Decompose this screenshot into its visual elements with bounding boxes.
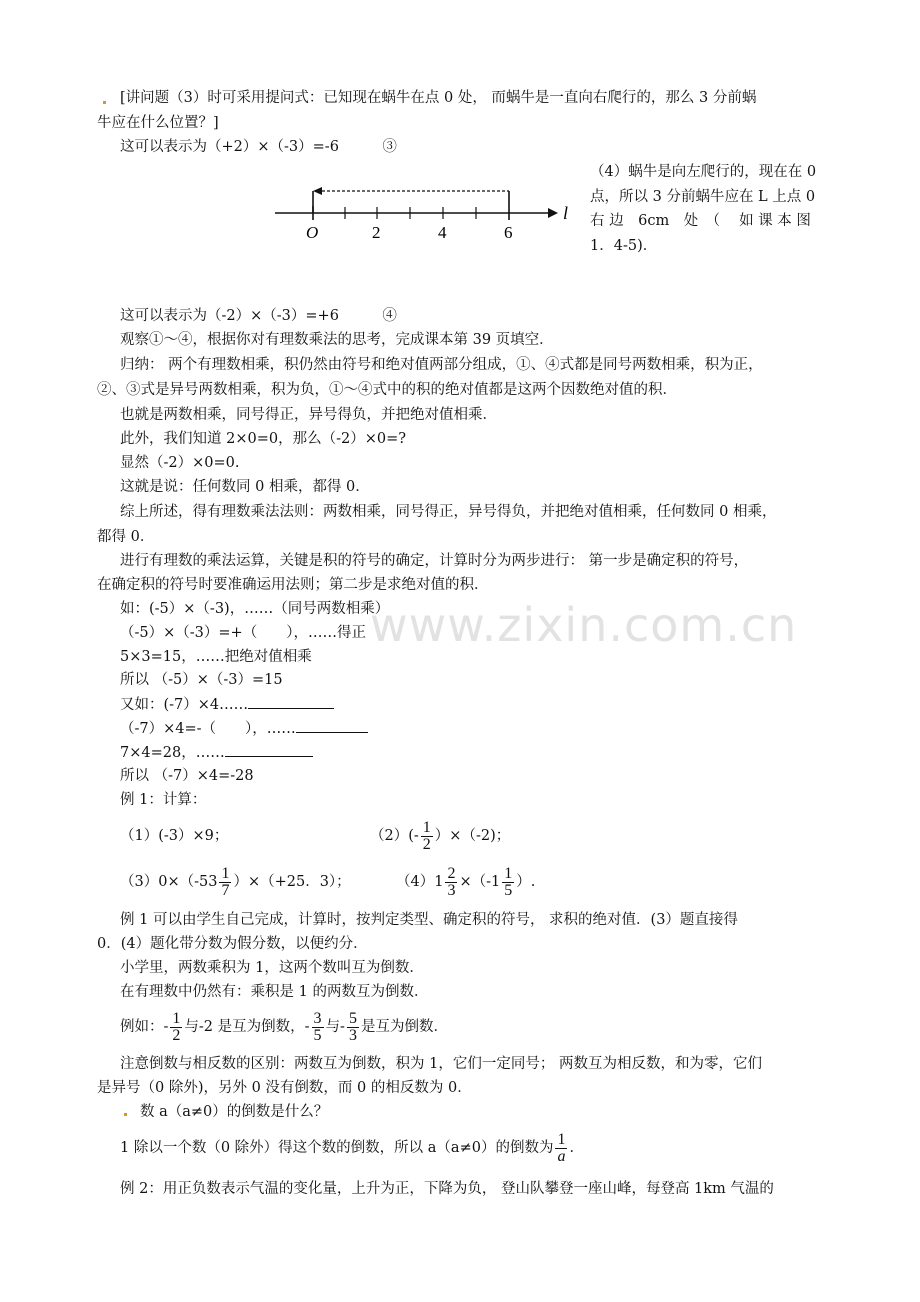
tick-label: 6 bbox=[504, 223, 513, 242]
text-line: 例 1 可以由学生自己完成，计算时，按判定类型、确定积的符号， 求积的绝对值．(3）题直接得 bbox=[120, 912, 738, 928]
text-line: 在确定积的符号时要准确运用法则；第二步是求绝对值的积． bbox=[97, 577, 489, 593]
tick-label: O bbox=[306, 223, 319, 242]
fraction: $\frac{1}{2}$ bbox=[172, 1009, 181, 1044]
text-line: 归纳： 两个有理数相乘，积仍然由符号和绝对值两部分组成，①、④式都是同号两数相乘，积为正， bbox=[120, 357, 763, 373]
fraction: $\frac{1}{7}$ bbox=[221, 864, 230, 899]
text-line: 小学里，两数乘积为 1，这两个数叫互为倒数． bbox=[120, 960, 424, 976]
text-line bbox=[120, 718, 368, 739]
text-line: 综上所述，得有理数乘法法则：两数相乘，同号得正，异号得负，并把绝对值相乘，任何数同 0 相乘， bbox=[120, 504, 777, 520]
fraction: $\frac{1}{a}$ bbox=[557, 1130, 566, 1165]
text-segment: （-7）×4=-（ ），…… bbox=[120, 721, 296, 737]
text-segment: 与- bbox=[325, 1019, 345, 1035]
text-segment: ×（-1 bbox=[459, 874, 501, 890]
text-segment: 7×4=28，…… bbox=[120, 745, 225, 761]
side-text: （4）蜗牛是向左爬行的，现在在 0 bbox=[590, 164, 817, 180]
text-line: 所以 （-5）×（-3）=15 bbox=[120, 672, 283, 688]
text-line: 进行有理数的乘法运算，关键是积的符号的确定，计算时分为两步进行： 第一步是确定积的符号， bbox=[120, 553, 749, 569]
text-segment: 又如：(-7）×4…… bbox=[120, 697, 249, 713]
text-segment: （2）(- bbox=[370, 828, 419, 844]
tick-label: 2 bbox=[372, 223, 381, 242]
text-line: 例 2：用正负数表示气温的变化量，上升为正，下降为负， 登山队攀登一座山峰，每登高 1km 气温的 bbox=[120, 1181, 774, 1197]
axis-label: l bbox=[563, 203, 569, 223]
text-line: 是异号（0 除外)，另外 0 没有倒数，而 0 的相反数为 0． bbox=[97, 1080, 472, 1096]
text-line bbox=[120, 694, 334, 715]
text-line: 0．(4）题化带分数为假分数，以便约分． bbox=[97, 936, 368, 952]
fraction: $\frac{3}{5}$ bbox=[313, 1009, 322, 1044]
text-segment: 是互为倒数． bbox=[360, 1019, 448, 1035]
exercise bbox=[120, 862, 351, 902]
text-line: 这就是说：任何数同 0 相乘，都得 0． bbox=[120, 479, 370, 495]
answer-blank[interactable] bbox=[296, 718, 368, 733]
text-line: 在有理数中仍然有：乘积是 1 的两数互为倒数． bbox=[120, 984, 429, 1000]
text-line: 都得 0． bbox=[97, 529, 155, 545]
side-text: 点，所以 3 分前蜗牛应在 L 上点 0 bbox=[590, 189, 816, 205]
text-line: 这可以表示为（+2）×（-3）=-6 ③ bbox=[120, 139, 397, 155]
text-line: 注意倒数与相反数的区别：两数互为倒数，积为 1，它们一定同号； 两数互为相反数，和为零，它们 bbox=[120, 1056, 762, 1072]
text-line: 数 a（a≠0）的倒数是什么？ bbox=[140, 1104, 329, 1120]
text-line: 此外，我们知道 2×0=0，那么（-2）×0=? bbox=[120, 431, 407, 447]
text-segment: （3）0×（-53 bbox=[120, 874, 218, 890]
text-line: 牛应在什么位置？] bbox=[97, 115, 219, 131]
text-line: 这可以表示为（-2）×（-3）=+6 ④ bbox=[120, 308, 397, 324]
side-text: 右 边 6cm 处 （ 如 课 本 图 bbox=[590, 213, 811, 229]
text-segment: 例如：- bbox=[120, 1019, 169, 1035]
side-text: 1．4-5)． bbox=[590, 238, 658, 254]
exercise bbox=[370, 816, 510, 856]
answer-blank[interactable] bbox=[225, 742, 313, 757]
number-line-figure bbox=[270, 180, 580, 250]
text-segment: ）. bbox=[516, 874, 536, 890]
exercise bbox=[396, 862, 535, 902]
answer-blank[interactable] bbox=[248, 694, 334, 709]
text-line: （-5）×（-3）=+（ ），……得正 bbox=[120, 625, 366, 641]
text-segment: （4）1 bbox=[396, 874, 444, 890]
text-segment: ． bbox=[569, 1140, 584, 1156]
text-line bbox=[120, 1006, 448, 1048]
bullet-dot bbox=[124, 1113, 127, 1116]
text-line bbox=[120, 1126, 584, 1170]
text-line: ②、③式是异号两数相乘，积为负，①～④式中的积的绝对值都是这两个因数绝对值的积． bbox=[97, 382, 677, 398]
text-line: 所以 （-7）×4=-28 bbox=[120, 768, 254, 784]
text-line: 显然（-2）×0=0. bbox=[120, 455, 240, 471]
watermark: www.zixin.com.cn bbox=[370, 598, 798, 652]
exercise: （1）(-3）×9； bbox=[120, 828, 229, 844]
text-line: 也就是两数相乘，同号得正，异号得负，并把绝对值相乘． bbox=[120, 407, 497, 423]
text-line bbox=[120, 742, 313, 763]
fraction: $\frac{2}{3}$ bbox=[447, 864, 456, 899]
tick-label: 4 bbox=[438, 223, 447, 242]
text-line: 如：(-5）×（-3)，……（同号两数相乘） bbox=[120, 601, 390, 617]
text-segment: 1 除以一个数（0 除外）得这个数的倒数，所以 a（a≠0）的倒数为 bbox=[120, 1140, 554, 1156]
fraction: $\frac{1}{5}$ bbox=[504, 864, 513, 899]
fraction: $\frac{5}{3}$ bbox=[348, 1009, 357, 1044]
bullet-dot bbox=[103, 101, 106, 104]
text-segment: ）×（-2)； bbox=[434, 828, 511, 844]
text-segment: ）×（+25．3）； bbox=[233, 874, 351, 890]
fraction: $\frac{1}{2}$ bbox=[422, 818, 431, 853]
text-line: [讲问题（3）时可采用提问式：已知现在蜗牛在点 0 处， 而蜗牛是一直向右爬行的，那么 3 分前蜗 bbox=[120, 90, 757, 106]
text-line: 5×3=15，……把绝对值相乘 bbox=[120, 649, 312, 665]
text-line: 观察①～④，根据你对有理数乘法的思考，完成课本第 39 页填空． bbox=[120, 332, 554, 348]
text-segment: 与-2 是互为倒数，- bbox=[184, 1019, 310, 1035]
text-line: 例 1：计算： bbox=[120, 792, 207, 808]
